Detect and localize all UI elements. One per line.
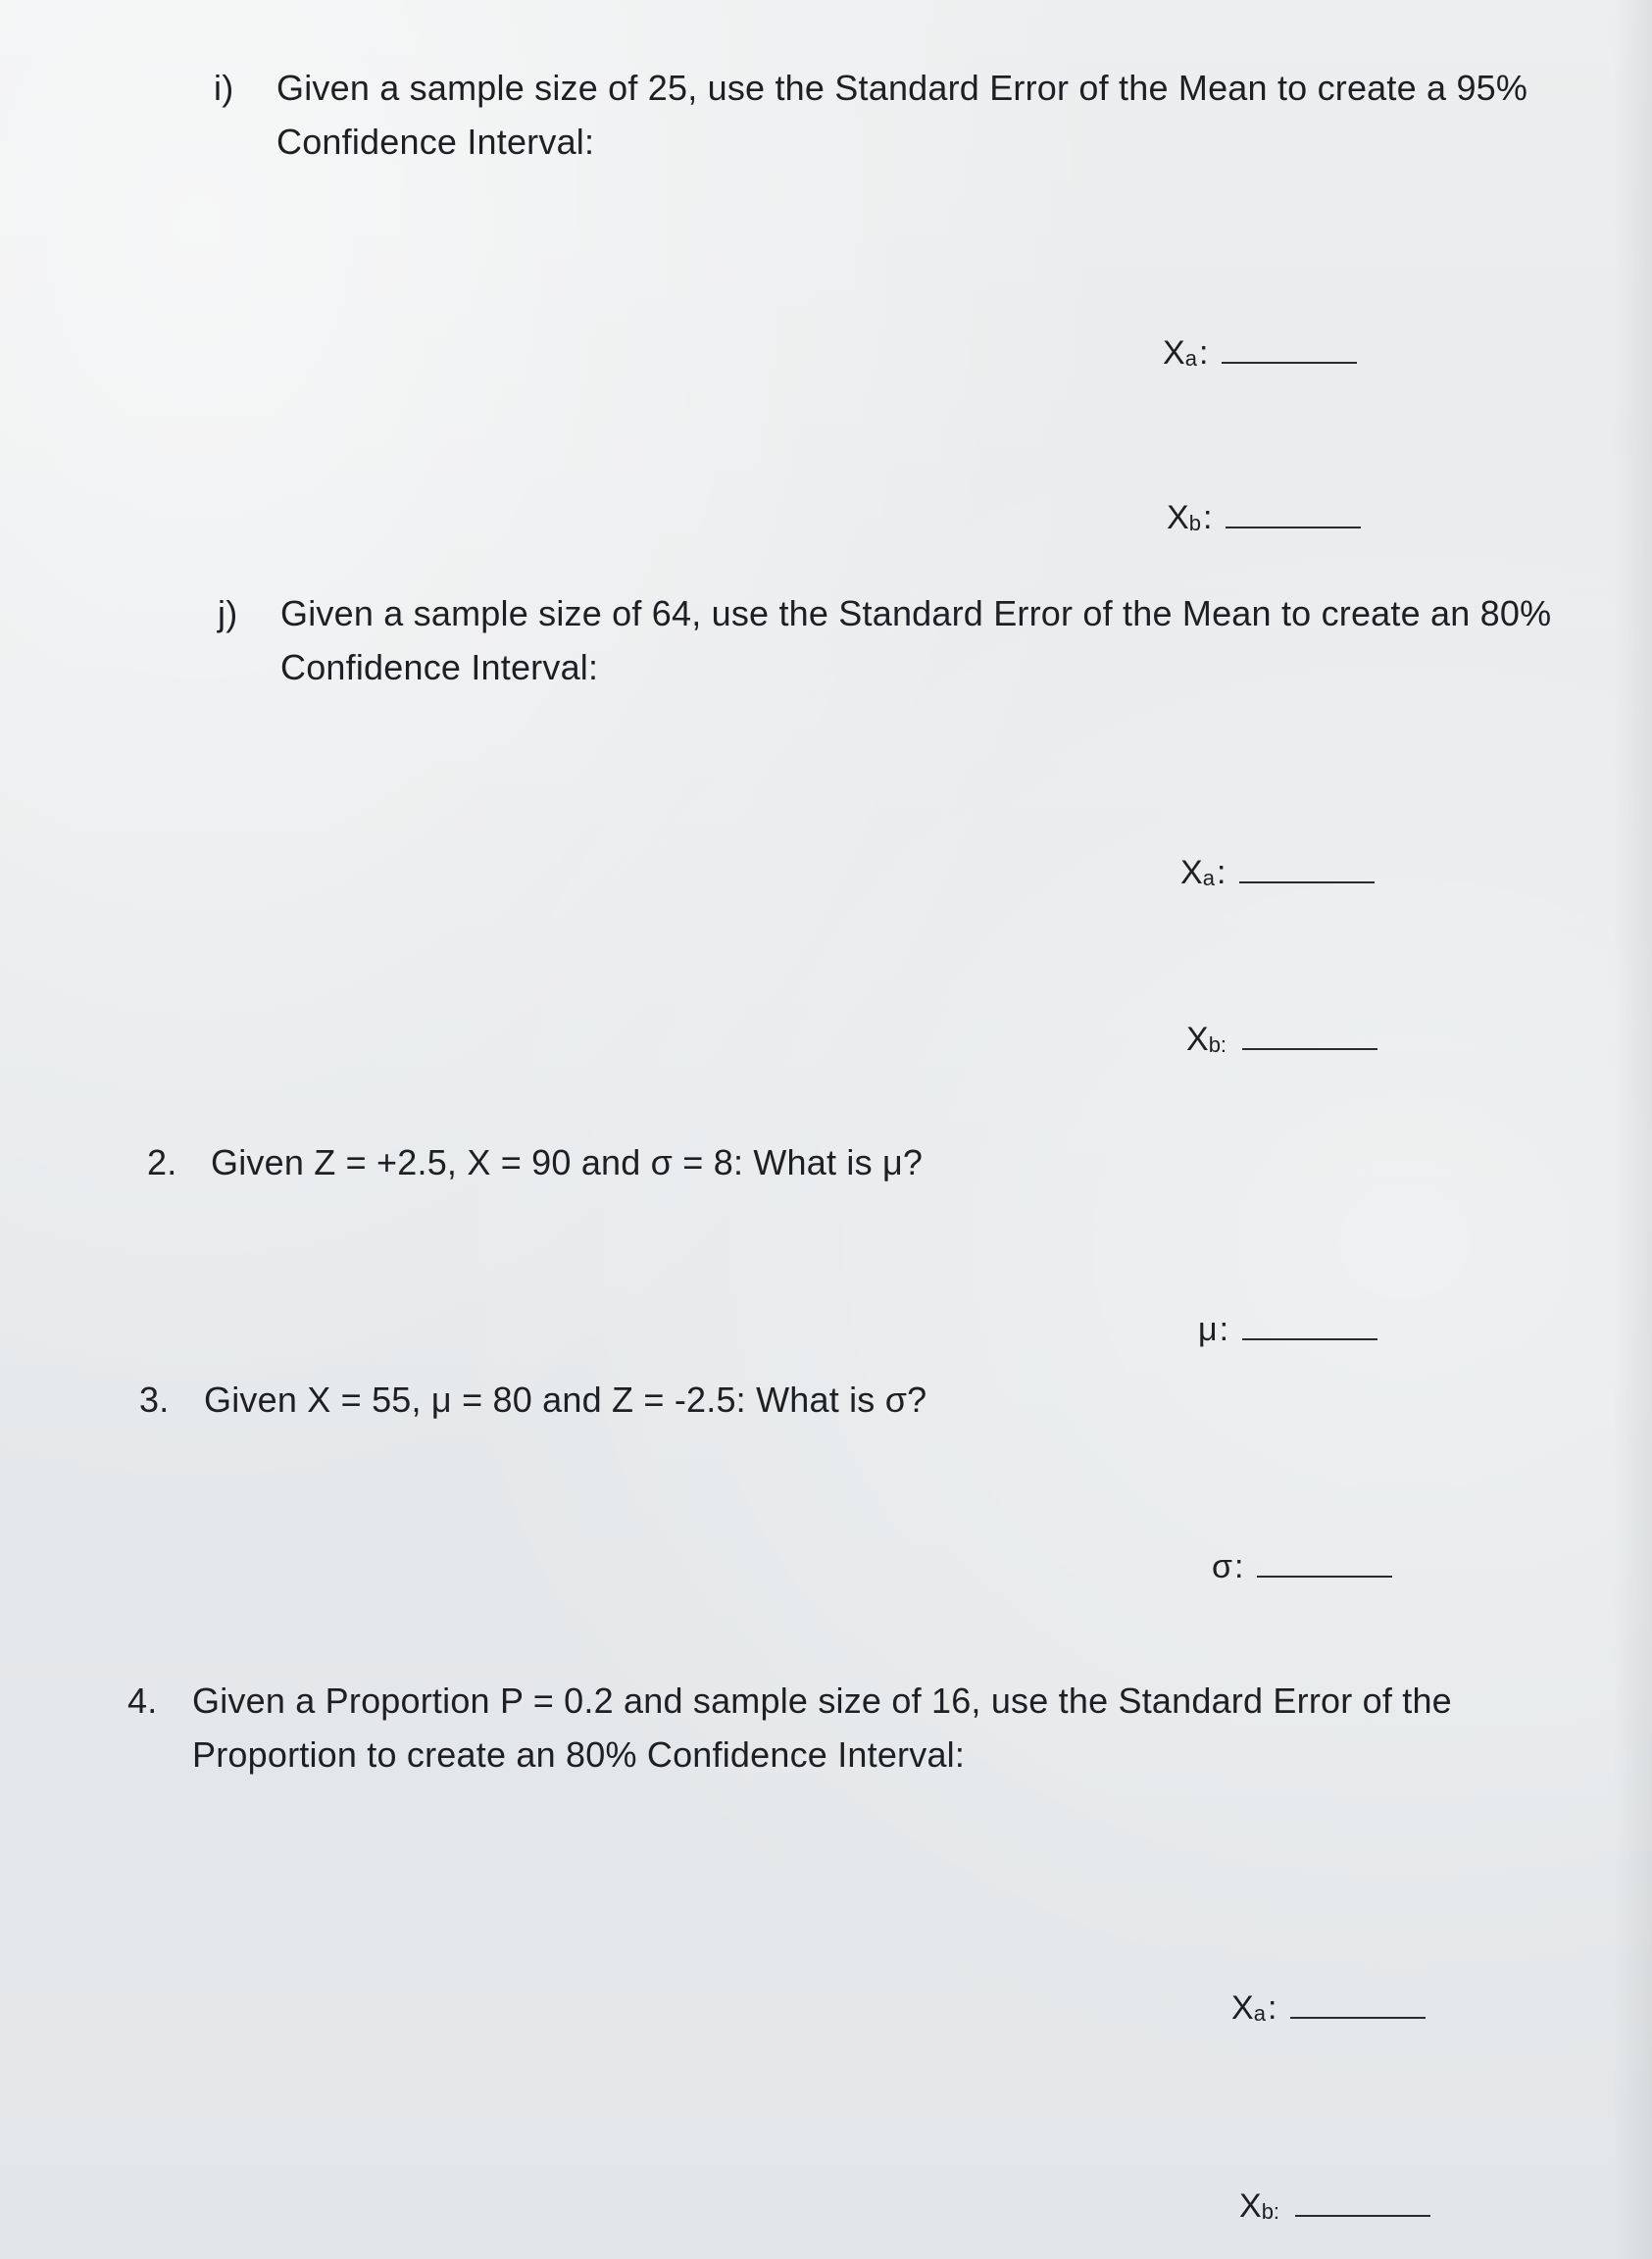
- answer-label: $X_a$: [1163, 334, 1197, 372]
- question-3: [139, 1373, 1512, 1427]
- answer-xa-i: $X_a$:: [1163, 333, 1357, 378]
- answer-mu: μ:: [1198, 1310, 1377, 1349]
- question-4: [127, 1674, 1578, 1782]
- answer-xa-j: $X_a$:: [1180, 853, 1375, 898]
- answer-xa-4: $X_a$:: [1231, 1988, 1426, 2033]
- answer-label: $X_{b:}$: [1186, 1021, 1227, 1058]
- question-number: i): [214, 68, 234, 108]
- answer-blank[interactable]: [1239, 858, 1375, 883]
- answer-blank[interactable]: [1290, 1993, 1426, 2019]
- question-2: [147, 1135, 1520, 1189]
- question-number: 4.: [127, 1681, 158, 1721]
- answer-blank[interactable]: [1226, 503, 1361, 528]
- answer-label: $X_a$: [1180, 854, 1215, 891]
- question-number: j): [218, 593, 238, 633]
- answer-label: $X_b$: [1167, 499, 1201, 536]
- question-text: Given X = 55, μ = 80 and Z = -2.5: What is σ?: [204, 1380, 927, 1420]
- answer-blank[interactable]: [1242, 1025, 1377, 1050]
- answer-blank[interactable]: [1257, 1552, 1392, 1578]
- question-j: [218, 586, 1571, 694]
- answer-label: μ: [1198, 1311, 1218, 1348]
- answer-xb-i: $X_b$:: [1167, 498, 1361, 543]
- answer-xb-4: [1239, 2186, 1430, 2232]
- answer-label: $X_{b:}$: [1239, 2187, 1280, 2225]
- answer-label: σ: [1212, 1548, 1232, 1585]
- question-text: Given a sample size of 64, use the Standard Error of the Mean to create an 80% Confidence Interval:: [280, 593, 1552, 687]
- question-text: Given Z = +2.5, X = 90 and σ = 8: What is μ?: [211, 1142, 924, 1182]
- answer-sigma: σ:: [1212, 1547, 1392, 1586]
- question-i: [214, 61, 1547, 169]
- answer-blank[interactable]: [1242, 1315, 1377, 1340]
- question-text: Given a Proportion P = 0.2 and sample size of 16, use the Standard Error of the Proportion to create an 80% Confidence Interval:: [192, 1681, 1452, 1775]
- answer-blank[interactable]: [1295, 2191, 1430, 2217]
- answer-blank[interactable]: [1222, 338, 1357, 364]
- question-number: 2.: [147, 1142, 177, 1182]
- question-number: 3.: [139, 1380, 170, 1420]
- page-shadow: [1613, 0, 1652, 2259]
- answer-xb-j: [1186, 1020, 1377, 1065]
- answer-label: $X_a$: [1231, 1989, 1266, 2027]
- question-text: Given a sample size of 25, use the Standard Error of the Mean to create a 95% Confidence Interval:: [276, 68, 1528, 162]
